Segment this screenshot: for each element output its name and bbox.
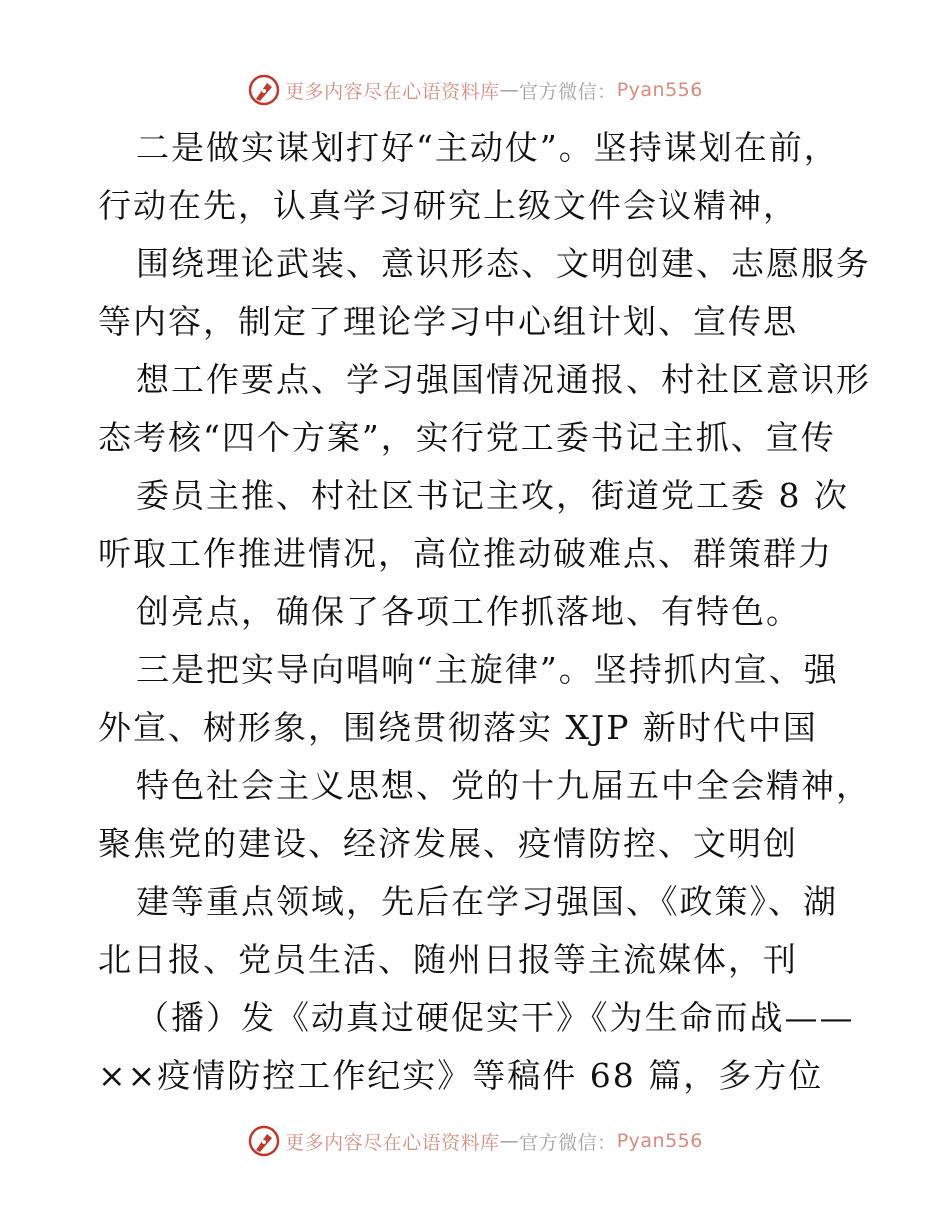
- text-line: 创亮点，确保了各项工作抓落地、有特色。: [136, 592, 801, 631]
- text-line: 建等重点领域，先后在学习强国、《政策》、湖: [136, 882, 838, 921]
- text-line: 态考核“四个方案”，实行党工委书记主抓、宣传: [98, 418, 836, 457]
- watermark-wechat-label: 官方微信：: [519, 1131, 617, 1154]
- watermark-separator: —: [499, 1130, 520, 1152]
- text-line: 围绕理论武装、意识形态、文明创建、志愿服务: [136, 244, 871, 283]
- pen-nib-logo-icon: [247, 73, 281, 107]
- pen-nib-logo-icon: [247, 1124, 281, 1158]
- watermark-wechat-label: 官方微信：: [519, 80, 617, 103]
- watermark-main-text: 更多内容尽在心语资料库: [285, 1131, 500, 1154]
- text-line: 行动在先，认真学习研究上级文件会议精神，: [98, 186, 798, 225]
- text-line: 三是把实导向唱响“主旋律”。坚持抓内宣、强: [136, 650, 839, 689]
- footer-watermark: [0, 1123, 950, 1159]
- watermark-wechat-id: Pyan556: [616, 79, 703, 101]
- text-line: 听取工作推进情况，高位推动破难点、群策群力: [98, 534, 833, 573]
- text-line: ××疫情防控工作纪实》等稿件 68 篇，多方位: [98, 1056, 824, 1095]
- text-line: 委员主推、村社区书记主攻，街道党工委 8 次: [136, 476, 849, 515]
- text-line: 北日报、党员生活、随州日报等主流媒体，刊: [98, 940, 798, 979]
- text-line: 想工作要点、学习强国情况通报、村社区意识形: [136, 360, 871, 399]
- text-line: 二是做实谋划打好“主动仗”。坚持谋划在前，: [136, 128, 839, 167]
- header-watermark: [0, 72, 950, 108]
- text-line: 等内容，制定了理论学习中心组计划、宣传思: [98, 302, 798, 341]
- watermark-wechat-id: Pyan556: [616, 1130, 703, 1152]
- text-line: 聚焦党的建设、经济发展、疫情防控、文明创: [98, 824, 798, 863]
- watermark-main-text: 更多内容尽在心语资料库: [285, 80, 500, 103]
- watermark-separator: —: [499, 79, 520, 101]
- text-line: 外宣、树形象，围绕贯彻落实 XJP 新时代中国: [98, 708, 818, 747]
- text-line: 特色社会主义思想、党的十九届五中全会精神，: [136, 766, 871, 805]
- text-line: （播）发《动真过硬促实干》《为生命而战——: [136, 998, 855, 1037]
